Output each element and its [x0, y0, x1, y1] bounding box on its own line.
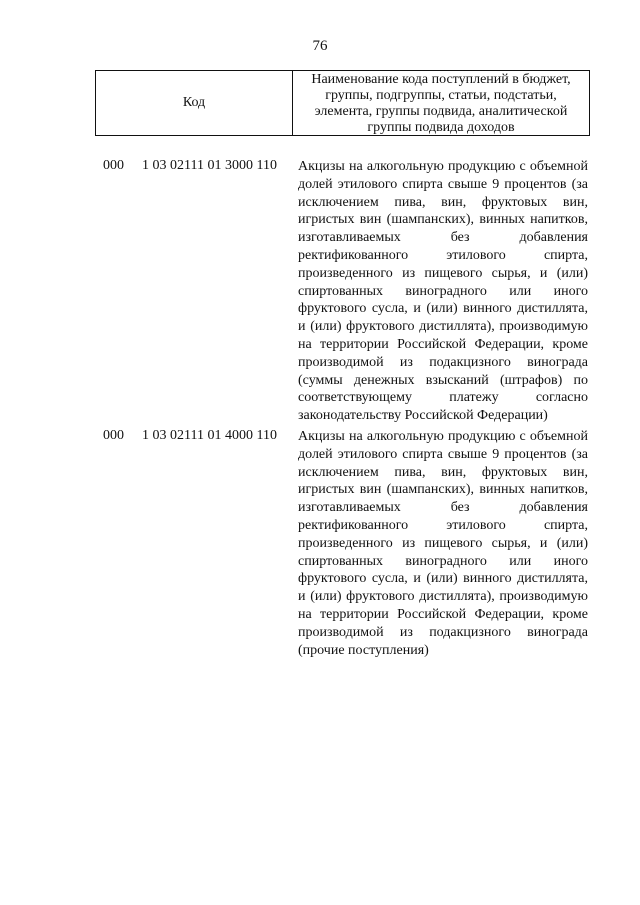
admin-code: 000	[103, 158, 124, 173]
revenue-code: 1 03 02111 01 3000 110	[142, 158, 277, 173]
table-header	[95, 70, 590, 136]
revenue-code: 1 03 02111 01 4000 110	[142, 428, 277, 443]
column-header-name: Наименование кода поступлений в бюджет, группы, подгруппы, статьи, подстатьи, элемента, группы подвида, аналитической группы подвида доходов	[311, 72, 571, 135]
revenue-description: Акцизы на алкогольную продукцию с объемной долей этилового спирта свыше 9 процентов (за исключением пива, вин, фруктовых вин, игристых вин (шампанских), винных напитков, изготавливаемых без добавления ректификованного этилового спирта, произведенного из пищевого сырья, и (или) спиртованных виноградного или иного фруктового сусла, и (или) винного дистиллята, и (или) фруктового дистиллята), производимую на территории Российской Федерации, кроме производимой из подакцизного винограда (прочие поступления)	[298, 429, 588, 658]
revenue-description: Акцизы на алкогольную продукцию с объемной долей этилового спирта свыше 9 процентов (за исключением пива, вин, фруктовых вин, игристых вин (шампанских), винных напитков, изготавливаемых без добавления ректификованного этилового спирта, произведенного из пищевого сырья, и (или) спиртованных виноградного или иного фруктового сусла, и (или) винного дистиллята, и (или) фруктового дистиллята), производимую на территории Российской Федерации, кроме производимой из подакцизного винограда (суммы денежных взысканий (штрафов) по соответствующему платежу согласно законодательству Российской Федерации)	[298, 159, 588, 424]
page-number: 76	[312, 38, 328, 54]
admin-code: 000	[103, 428, 124, 443]
column-header-code: Код	[96, 71, 293, 135]
